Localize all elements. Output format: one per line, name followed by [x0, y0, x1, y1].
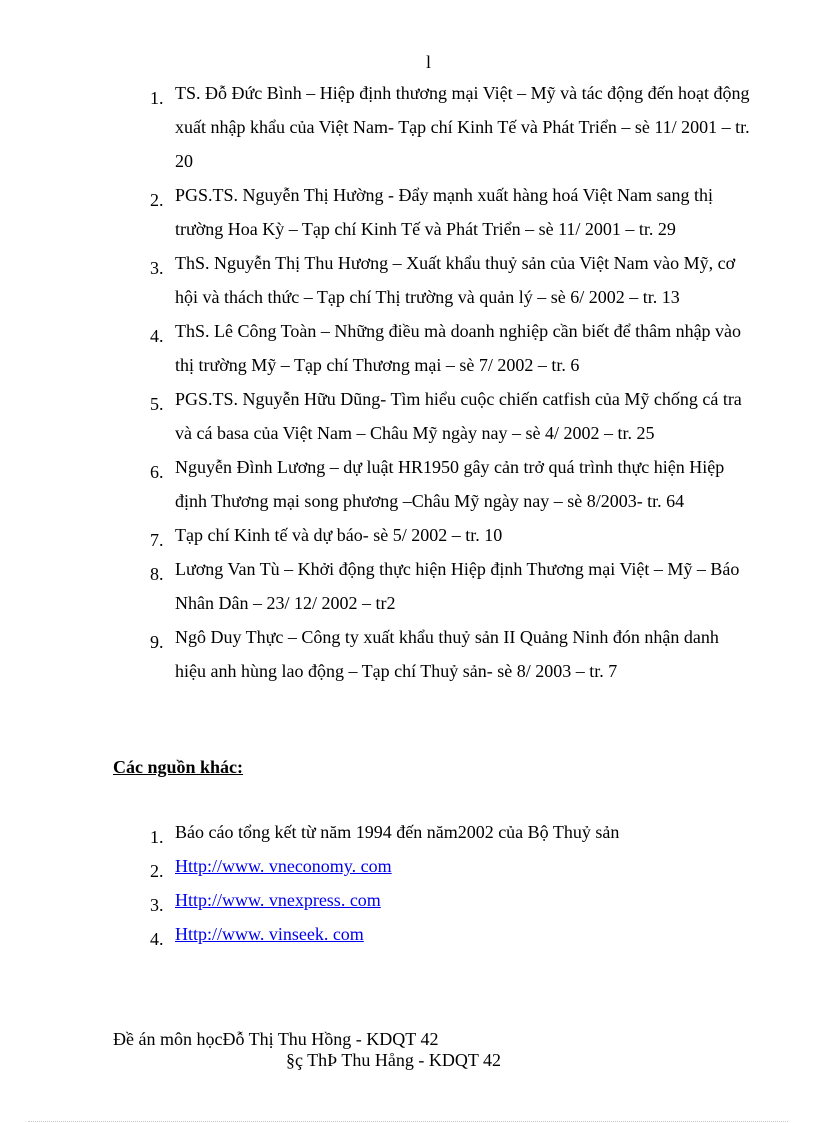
reference-item	[140, 518, 750, 552]
reference-item	[140, 382, 750, 450]
vinseek-link[interactable]: Http://www. vinseek. com	[175, 924, 364, 944]
reference-text: TS. Đỗ Đức Bình – Hiệp định thương mại Việt – Mỹ và tác động đến hoạt động xuất nhập khẩu của Việt Nam- Tạp chí Kinh Tế và Phát Triển – sè 11/ 2001 – tr. 20	[175, 83, 750, 171]
footer-line-1: Đề án môn họcĐỗ Thị Thu Hồng - KDQT 42	[113, 1029, 439, 1049]
footer-line-2: §ç ThÞ Thu Hång - KDQT 42	[286, 1050, 501, 1070]
reference-number: 3.	[150, 258, 164, 278]
reference-text: Ngô Duy Thực – Công ty xuất khẩu thuỷ sản II Quảng Ninh đón nhận danh hiệu anh hùng lao động – Tạp chí Thuỷ sản- sè 8/ 2003 – tr. 7	[175, 627, 719, 681]
reference-number: 7.	[150, 530, 164, 550]
reference-number: 5.	[150, 394, 164, 414]
reference-item	[140, 314, 750, 382]
other-source-number: 3.	[150, 895, 164, 915]
other-source-number: 4.	[150, 929, 164, 949]
reference-number: 6.	[150, 462, 164, 482]
vneconomy-link[interactable]: Http://www. vneconomy. com	[175, 856, 392, 876]
other-source-item	[140, 917, 750, 951]
reference-item	[140, 620, 750, 688]
reference-number: 8.	[150, 564, 164, 584]
reference-text: Tạp chí Kinh tế và dự báo- sè 5/ 2002 – tr. 10	[175, 525, 503, 545]
reference-item	[140, 178, 750, 246]
other-source-number: 1.	[150, 827, 164, 847]
reference-text: ThS. Nguyễn Thị Thu Hương – Xuất khẩu thuỷ sản của Việt Nam vào Mỹ, cơ hội và thách thức – Tạp chí Thị trường và quản lý – sè 6/ 2002 – tr. 13	[175, 253, 736, 307]
reference-number: 2.	[150, 190, 164, 210]
page-bottom-divider	[28, 1121, 788, 1122]
reference-item	[140, 552, 750, 620]
reference-text: PGS.TS. Nguyễn Thị Hường - Đẩy mạnh xuất hàng hoá Việt Nam sang thị trường Hoa Kỳ – Tạp chí Kinh Tế và Phát Triển – sè 11/ 2001 – tr. 29	[175, 185, 713, 239]
other-source-item	[140, 849, 750, 883]
page-number: l	[426, 52, 432, 72]
reference-item	[140, 246, 750, 314]
other-source-number: 2.	[150, 861, 164, 881]
other-sources-list	[140, 815, 750, 951]
reference-text: PGS.TS. Nguyễn Hữu Dũng- Tìm hiểu cuộc chiến catfish của Mỹ chống cá tra và cá basa của Việt Nam – Châu Mỹ ngày nay – sè 4/ 2002 – tr. 25	[175, 389, 742, 443]
reference-text: ThS. Lê Công Toàn – Những điều mà doanh nghiệp cần biết để thâm nhập vào thị trường Mỹ – Tạp chí Thương mại – sè 7/ 2002 – tr. 6	[175, 321, 742, 375]
reference-number: 4.	[150, 326, 164, 346]
vnexpress-link[interactable]: Http://www. vnexpress. com	[175, 890, 381, 910]
other-sources-heading: Các nguồn khác:	[113, 757, 244, 777]
reference-list	[140, 76, 750, 688]
reference-number: 1.	[150, 88, 164, 108]
reference-item	[140, 76, 750, 178]
reference-number: 9.	[150, 632, 164, 652]
other-source-text: Báo cáo tổng kết từ năm 1994 đến năm2002 của Bộ Thuỷ sản	[175, 822, 620, 842]
other-source-item	[140, 815, 750, 849]
other-source-item	[140, 883, 750, 917]
reference-text: Nguyễn Đình Lương – dự luật HR1950 gây cản trở quá trình thực hiện Hiệp định Thương mại song phương –Châu Mỹ ngày nay – sè 8/2003- tr. 64	[175, 457, 725, 511]
reference-item	[140, 450, 750, 518]
reference-text: Lương Van Tù – Khởi động thực hiện Hiệp định Thương mại Việt – Mỹ – Báo Nhân Dân – 23/ 12/ 2002 – tr2	[175, 559, 740, 613]
